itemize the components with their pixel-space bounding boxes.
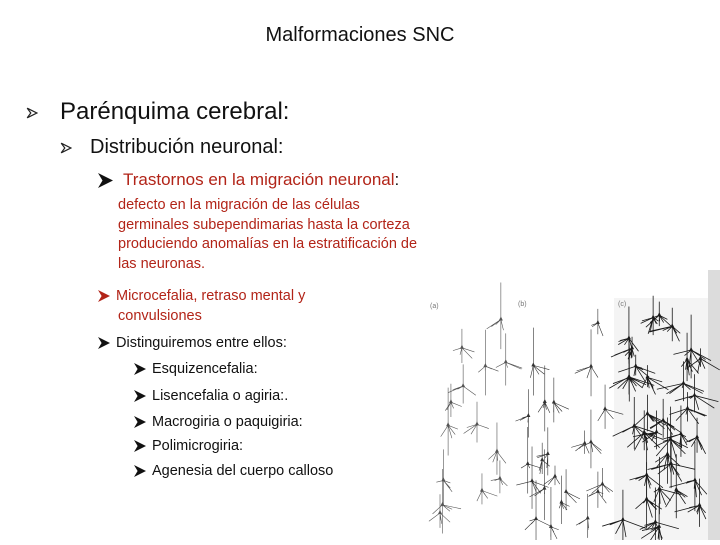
arrow-bullet-icon [98, 173, 113, 188]
bullet-distinguiremos [98, 334, 287, 354]
bullet-parenquima [26, 98, 289, 126]
neuron-illustration [418, 270, 720, 540]
trastornos-heading: Trastornos en la migración neuronal [123, 170, 395, 189]
arrow-bullet-icon [134, 363, 146, 375]
subitem-label: Polimicrogiria: [152, 438, 244, 454]
slide-title: Malformaciones SNC [265, 24, 455, 46]
subitem-label: Lisencefalia o agiria:. [152, 388, 289, 404]
panel-label-a: (a) [430, 303, 439, 310]
arrow-bullet-icon [60, 142, 72, 154]
panel-c-background [614, 298, 708, 540]
bullet-microcefalia [98, 287, 305, 326]
arrow-bullet-icon [98, 290, 110, 302]
microcefalia-line1: Microcefalia, retraso mental y [116, 288, 306, 304]
bullet-parenquima-text: Parénquima cerebral: [60, 98, 290, 125]
definition-text: defecto en la migración de las células germinales subependimarias hasta la corteza produciendo anomalías en la estratificación de las neuronas. [118, 197, 418, 272]
subitem-macrogiria [134, 414, 303, 430]
subitem-label: Agenesia del cuerpo calloso [152, 463, 334, 479]
subitem-esquizencefalia [134, 361, 258, 377]
cortical-layers-figure [418, 270, 720, 540]
bullet-trastornos [98, 170, 399, 190]
trastornos-colon: : [394, 170, 400, 189]
arrow-bullet-icon [134, 465, 146, 477]
arrow-bullet-icon [98, 337, 110, 349]
arrow-bullet-icon [134, 440, 146, 452]
arrow-bullet-icon [26, 107, 38, 119]
bullet-distribucion [60, 136, 283, 159]
microcefalia-line2: convulsiones [118, 307, 202, 324]
arrow-bullet-icon [134, 416, 146, 428]
panel-label-b: (b) [518, 301, 527, 308]
subitem-agenesia [134, 463, 333, 479]
panel-label-c: (c) [618, 301, 627, 308]
subitem-label: Esquizencefalia: [152, 361, 258, 377]
subitem-lisencefalia [134, 388, 288, 404]
arrow-bullet-icon [134, 390, 146, 402]
bullet-distribucion-text: Distribución neuronal: [90, 136, 284, 158]
subitem-label: Macrogiria o paquigiria: [152, 414, 303, 430]
distinguiremos-text: Distinguiremos entre ellos: [116, 335, 287, 351]
subitem-polimicrogiria [134, 438, 243, 454]
